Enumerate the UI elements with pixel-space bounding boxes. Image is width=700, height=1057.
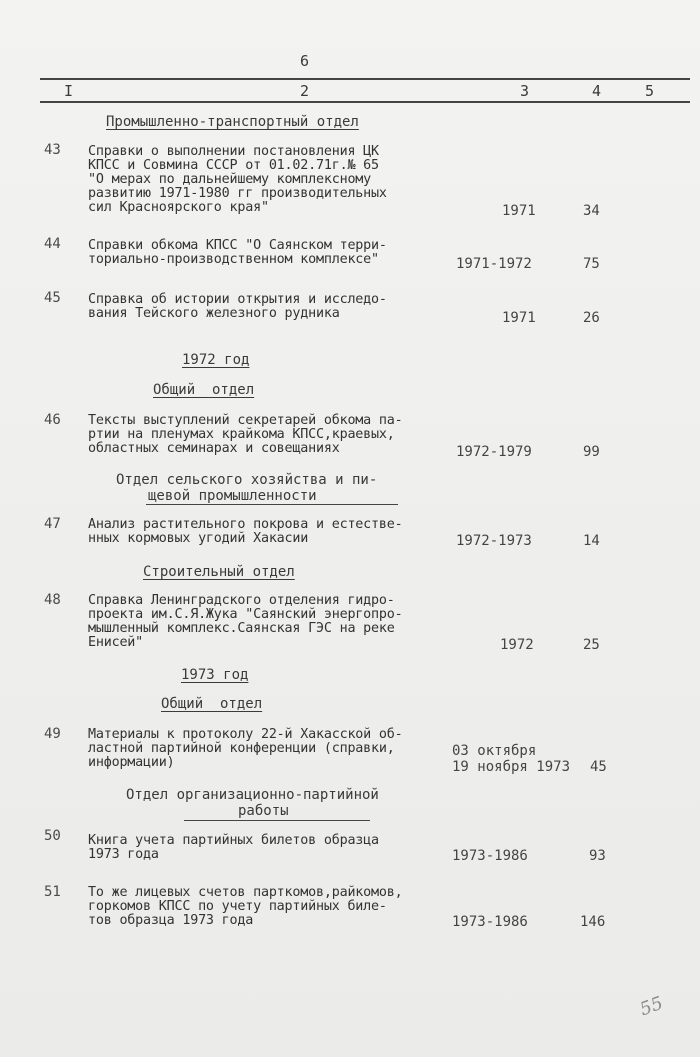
record-number: 44 (44, 236, 61, 252)
record-sheets: 26 (583, 310, 600, 326)
record-years: 1971-1972 (456, 256, 532, 272)
record-number: 49 (44, 726, 61, 742)
record-number: 50 (44, 828, 61, 844)
record-sheets: 14 (583, 533, 600, 549)
year-heading-1973: 1973 год (181, 667, 249, 683)
section-heading-industrial-transport: Промышленно-транспортный отдел (106, 114, 359, 130)
column-header-3: 3 (520, 82, 530, 100)
handwritten-sheet-note: 55 (637, 992, 666, 1021)
column-header-4: 4 (592, 82, 602, 100)
record-sheets: 45 (590, 759, 607, 775)
section-heading-agriculture: Отдел сельского хозяйства и пи- щевой промышленности (116, 472, 378, 504)
section-heading-general-1973: Общий отдел (161, 696, 263, 712)
column-header-2: 2 (300, 82, 310, 100)
record-years: 1972-1979 (456, 444, 532, 460)
record-number: 46 (44, 412, 61, 428)
record-years: 1971 (502, 203, 536, 219)
section-heading-organization: Отдел организационно-партийной работы (126, 787, 379, 819)
record-sheets: 93 (589, 848, 606, 864)
record-title: Справка об истории открытия и исследо- вания Тейского железного рудника (88, 292, 387, 321)
record-sheets: 146 (580, 914, 606, 930)
record-sheets: 34 (583, 203, 600, 219)
record-title: Справки обкома КПСС "О Саянском терри- ториально-производственном комплексе" (88, 238, 387, 267)
record-years: 1972-1973 (456, 533, 532, 549)
record-title: Книга учета партийных билетов образца 1973 года (88, 833, 379, 862)
record-years: 1973-1986 (452, 914, 528, 930)
section-heading-general-1972: Общий отдел (153, 382, 255, 398)
record-years: 1973-1986 (452, 848, 528, 864)
record-number: 51 (44, 884, 61, 900)
section-heading-rule (146, 504, 398, 505)
record-years: 1972 (500, 637, 534, 653)
record-sheets: 25 (583, 637, 600, 653)
header-top-rule (40, 78, 690, 80)
record-title: Анализ растительного покрова и естестве- нных кормовых угодий Хакасии (88, 517, 403, 546)
record-years-start: 03 октября (452, 743, 537, 759)
column-header-5: 5 (645, 82, 655, 100)
year-heading-1972: 1972 год (182, 352, 250, 368)
record-title: То же лицевых счетов парткомов,райкомов, горкомов КПСС по учету партийных биле- тов образца 1973 года (88, 885, 403, 928)
record-number: 47 (44, 516, 61, 532)
section-heading-rule (184, 820, 370, 821)
page-number: 6 (300, 52, 310, 70)
record-title: Справка Ленинградского отделения гидро- проекта им.С.Я.Жука "Саянский энергопро- мышленный комплекс.Саянская ГЭС на реке Енисей" (88, 593, 403, 650)
record-years-end: 19 ноября 1973 (452, 759, 571, 775)
record-title: Справки о выполнении постановления ЦК КПСС и Совмина СССР от 01.02.71г.№ 65 "О мерах по дальнейшему комплексному развитию 1971-1980 гг производительных сил Красноярского края" (88, 144, 387, 215)
section-heading-construction: Строительный отдел (143, 564, 295, 580)
column-header-1: I (64, 82, 74, 100)
record-sheets: 99 (583, 444, 600, 460)
record-number: 45 (44, 290, 61, 306)
record-number: 43 (44, 142, 61, 158)
record-number: 48 (44, 592, 61, 608)
record-title: Материалы к протоколу 22-й Хакасской об- ластной партийной конференции (справки, информации) (88, 727, 403, 770)
header-bottom-rule (40, 101, 690, 103)
record-sheets: 75 (583, 256, 600, 272)
record-years: 1971 (502, 310, 536, 326)
record-title: Тексты выступлений секретарей обкома па- ртии на пленумах крайкома КПСС,краевых, областных семинарах и совещаниях (88, 413, 403, 456)
